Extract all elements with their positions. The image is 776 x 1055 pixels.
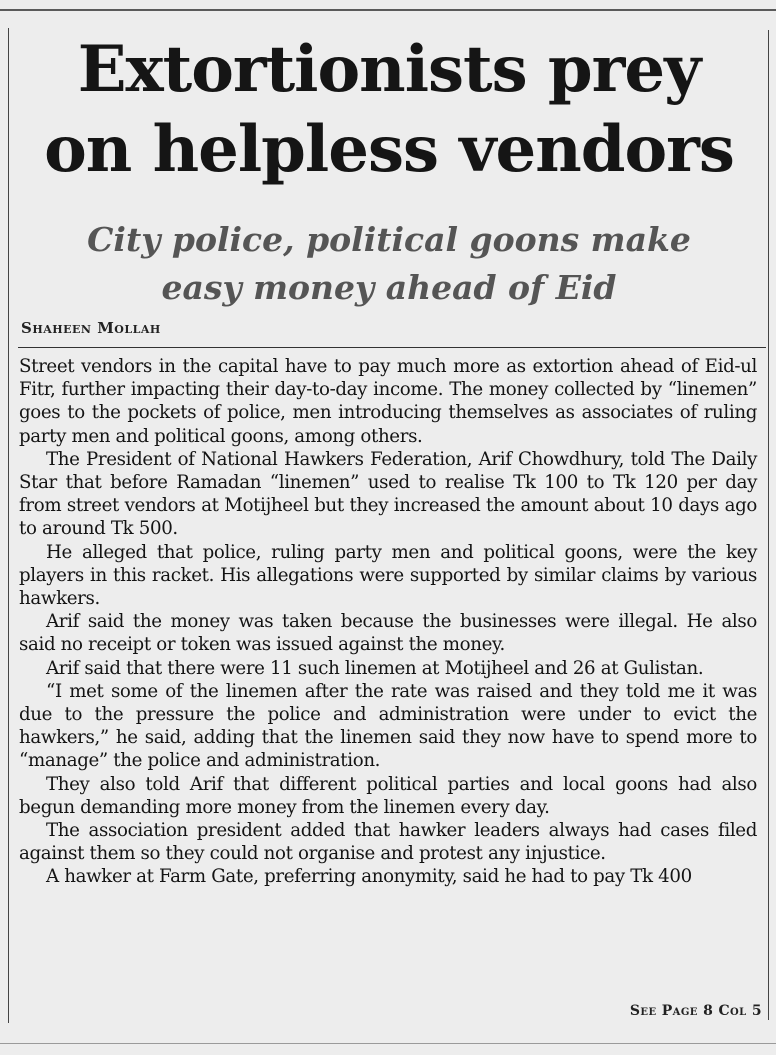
headline-line-2: on helpless vendors (44, 112, 734, 187)
headline-line-1: Extortionists prey (77, 32, 701, 107)
left-column-rule (8, 28, 9, 1023)
paragraph: He alleged that police, ruling party men and political goons, were the key players in this racket. His allegations were supported by similar claims by various hawkers. (19, 541, 757, 610)
byline: Shaheen Mollah (21, 319, 161, 337)
paragraph: Arif said the money was taken because the businesses were illegal. He also said no receipt or token was issued against the money. (19, 611, 757, 656)
paragraph: A hawker at Farm Gate, preferring anonymity, said he had to pay Tk 400 (46, 866, 692, 888)
subhead-line-2: easy money ahead of Eid (161, 268, 617, 307)
paragraph: They also told Arif that different political parties and local goons had also begun demanding more money from the linemen every day. (19, 773, 757, 818)
subheadline (18, 216, 760, 312)
top-rule (0, 9, 776, 11)
subhead-line-1: City police, political goons make (87, 220, 691, 259)
right-column-rule (768, 30, 769, 1020)
paragraph: Arif said that there were 11 such linemen at Motijheel and 26 at Gulistan. (46, 657, 704, 679)
byline-rule (18, 347, 766, 348)
paragraph: “I met some of the linemen after the rate was raised and they told me it was due to the pressure the police and administration were under to evict the hawkers,” he said, adding that the linemen said they now have to spend more to “manage” the police and administration. (19, 680, 757, 772)
paragraph: Street vendors in the capital have to pay much more as extortion ahead of Eid-ul Fitr, further impacting their day-to-day income. The money collected by “linemen” goes to the pockets of police, men introducing themselves as associates of ruling party men and political goons, among others. (19, 356, 757, 447)
article-body (19, 355, 757, 889)
bottom-rule (0, 1043, 776, 1044)
continuation-jump-line: See Page 8 Col 5 (629, 1003, 762, 1019)
headline (18, 30, 760, 190)
paragraph: The President of National Hawkers Federation, Arif Chowdhury, told The Daily Star that before Ramadan “linemen” used to realise Tk 100 to Tk 120 per day from street vendors at Motijheel but they increased the amount about 10 days ago to around Tk 500. (19, 448, 757, 540)
paragraph: The association president added that hawker leaders always had cases filed against them so they could not organise and protest any injustice. (19, 820, 757, 865)
